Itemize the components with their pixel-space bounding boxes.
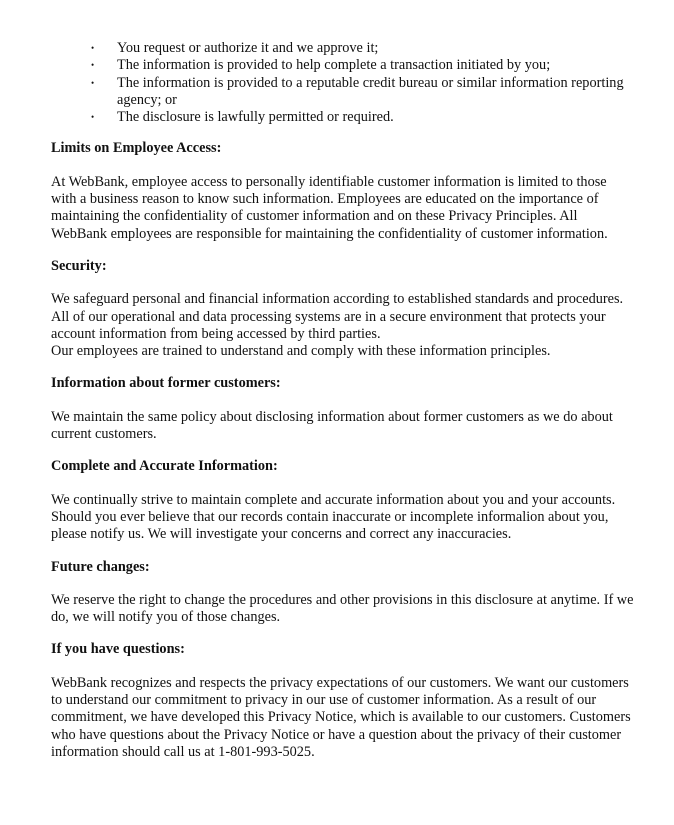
section-heading: Limits on Employee Access: — [51, 140, 222, 157]
list-item — [51, 109, 634, 126]
list-item-text: The information is provided to help complete a transaction initiated by you; — [117, 57, 551, 74]
section-security — [51, 258, 634, 360]
section-body: We maintain the same policy about disclosing information about former customers as we do about current customers. — [51, 408, 613, 443]
section-body: WebBank recognizes and respects the privacy expectations of our customers. We want our customers to understand our commitment to privacy in our use of customer information. As a result of our commitment, we have developed this Privacy Notice, which is available to our customers. Customers who have questions about the Privacy Notice or have a question about the privacy of their customer information should call us at 1-801-993-5025. — [51, 674, 631, 760]
section-heading: Security: — [51, 257, 107, 274]
section-body: At WebBank, employee access to personally identifiable customer information is limited to those with a business reason to know such information. Employees are educated on the importance of maintaining the confidentiality of customer information and on these Privacy Principles. All WebBank employees are responsible for maintaining the confidentiality of customer information. — [51, 173, 608, 242]
bullet-icon: • — [91, 60, 95, 71]
section-accurate-information — [51, 458, 634, 543]
section-heading: Future changes: — [51, 558, 150, 575]
section-former-customers — [51, 375, 634, 443]
list-item-text: You request or authorize it and we approve it; — [117, 40, 379, 56]
bullet-icon: • — [91, 43, 95, 53]
section-heading: If you have questions: — [51, 641, 185, 658]
list-item — [51, 40, 634, 57]
list-item-text: The disclosure is lawfully permitted or required. — [117, 109, 394, 126]
section-body: We continually strive to maintain complete and accurate information about you and your accounts. Should you ever believe that our records contain inaccurate or incomplete informalion about you, please notify us. We will investigate your concerns and correct any inaccuracies. — [51, 491, 616, 543]
section-future-changes — [51, 559, 634, 627]
section-questions — [51, 641, 634, 761]
bullet-icon: • — [91, 112, 95, 123]
section-employee-access — [51, 140, 634, 242]
section-body-text: Our employees are trained to understand and comply with these information principles. — [51, 343, 551, 360]
list-item-text: The information is provided to a reputable credit bureau or similar information reporting agency; or — [117, 74, 624, 108]
disclosure-conditions-list — [51, 40, 634, 126]
section-heading: Information about former customers: — [51, 375, 281, 392]
section-body-text: We safeguard personal and financial information according to established standards and procedures. All of our operational and data processing systems are in a secure environment that protects your account information from being accessed by third parties. — [51, 291, 624, 342]
list-item — [51, 57, 634, 74]
section-body — [51, 291, 634, 360]
section-body: We reserve the right to change the procedures and other provisions in this disclosure at anytime. If we do, we will notify you of those changes. — [51, 591, 634, 626]
section-heading: Complete and Accurate Information: — [51, 458, 278, 475]
list-item — [51, 75, 634, 110]
bullet-icon: • — [91, 77, 95, 88]
